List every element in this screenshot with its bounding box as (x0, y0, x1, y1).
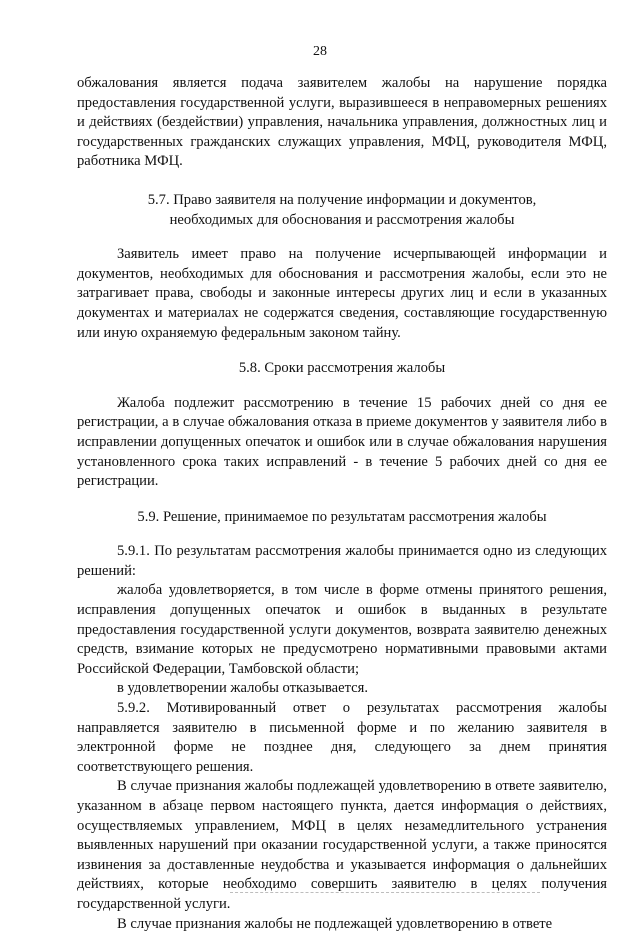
section-5-7 (77, 191, 607, 343)
section-5-8 (77, 359, 607, 492)
not-satisfied-response-paragraph: В случае признания жалобы не подлежащей удовлетворению в ответе (117, 915, 553, 932)
section-5-9-heading: 5.9. Решение, принимаемое по результатам рассмотрения жалобы (137, 508, 547, 525)
section-5-7-paragraph: Заявитель имеет право на получение исчерпывающей информации и документов, необходимых для обоснования и рассмотрения жалобы, если это не затрагивает права, свободы и законные интересы других лиц и если в указанных документах и материалах не содержатся сведения, составляющие государственную или иную охраняемую федеральным законом тайну. (77, 246, 607, 341)
intro-paragraph: обжалования является подача заявителем жалобы на нарушение порядка предоставления государственной услуги, выразившееся в неправомерных решениях и действиях (бездействии) управления, начальника управления, должностных лиц и государственных гражданских служащих управления, МФЦ, руководителя МФЦ, работника МФЦ. (77, 75, 607, 170)
page-number: 28 (313, 44, 327, 59)
decision-satisfied-paragraph: жалоба удовлетворяется, в том числе в форме отмены принятого решения, исправления допущенных опечаток и ошибок в выданных в результате предоставления государственной услуги документов, возврата заявителю денежных средств, взимание которых не предусмотрено нормативными правовыми актами Российской Федерации, Тамбовской области; (77, 582, 607, 677)
section-5-9 (77, 508, 607, 934)
decision-refused-paragraph: в удовлетворении жалобы отказывается. (117, 680, 369, 697)
section-5-7-heading-line-2: необходимых для обоснования и рассмотрения жалобы (169, 211, 515, 228)
page-content (77, 74, 607, 934)
section-5-8-heading: 5.8. Сроки рассмотрения жалобы (238, 360, 446, 377)
section-5-9-2-paragraph: 5.9.2. Мотивированный ответ о результатах рассмотрения жалобы направляется заявителю в письменной форме и по желанию заявителя в электронной форме не позднее дня, следующего за днем принятия соответствующего решения. (77, 700, 607, 775)
section-5-8-paragraph: Жалоба подлежит рассмотрению в течение 15 рабочих дней со дня ее регистрации, а в случае обжалования отказа в приеме документов у заявителя либо в исправлении допущенных опечаток и ошибок или в случае обжалования нарушения установленного срока таких исправлений - в течение 5 рабочих дней со дня ее регистрации. (77, 394, 607, 490)
section-5-9-1-paragraph: 5.9.1. По результатам рассмотрения жалобы принимается одно из следующих решений: (77, 543, 607, 579)
satisfied-response-paragraph: В случае признания жалобы подлежащей удовлетворению в ответе заявителю, указанном в абзаце первом настоящего пункта, дается информация о действиях, осуществляемых управлением, МФЦ в целях незамедлительного устранения выявленных нарушений при оказании государственной услуги, а также приносятся извинения за доставленные неудобства и указывается информация о дальнейших действиях, которые необходимо совершить заявителю в целях получения государственной услуги. (77, 778, 607, 912)
section-5-7-heading-line-1: 5.7. Право заявителя на получение информации и документов, (147, 191, 537, 208)
scan-artifact-line (230, 892, 540, 895)
